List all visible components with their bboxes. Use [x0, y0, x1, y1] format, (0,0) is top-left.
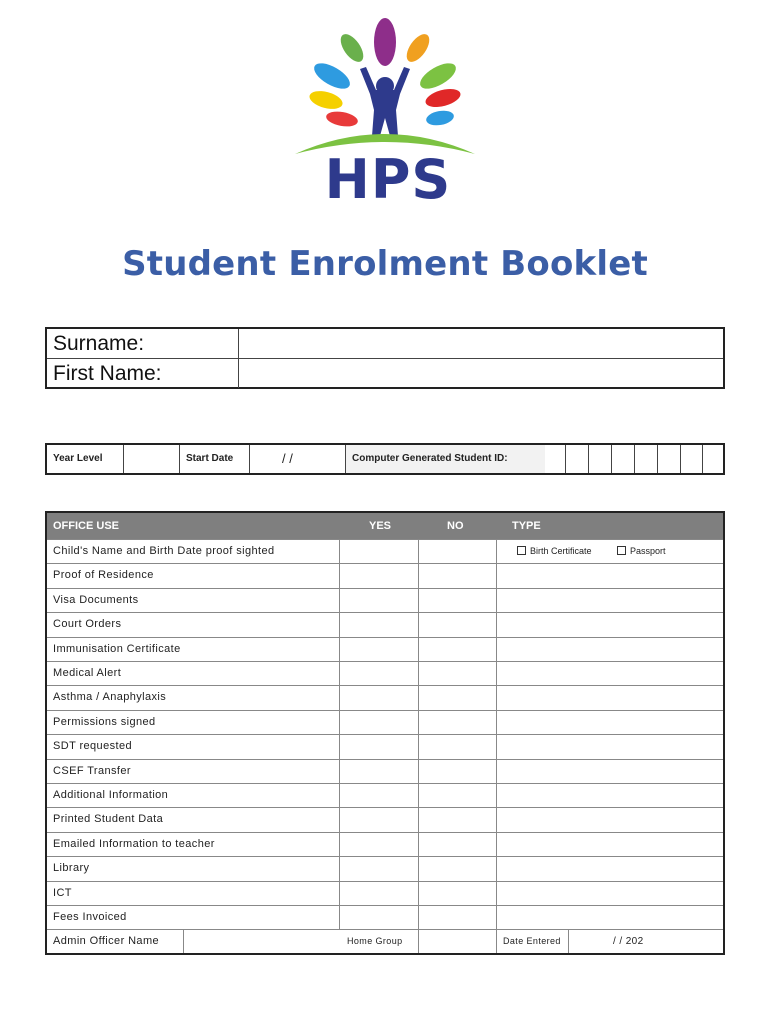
no-cell[interactable]	[419, 686, 496, 709]
first-name-label: First Name:	[47, 359, 239, 388]
office-row	[47, 881, 723, 905]
column-divider	[418, 539, 419, 953]
home-group-field[interactable]	[419, 930, 496, 953]
no-cell[interactable]	[419, 882, 496, 905]
office-row	[47, 685, 723, 709]
column-divider	[339, 539, 340, 929]
yes-cell[interactable]	[340, 540, 418, 563]
yes-cell[interactable]	[340, 857, 418, 880]
office-row	[47, 856, 723, 880]
office-row-label: Court Orders	[53, 618, 122, 631]
year-start-id-row	[45, 443, 725, 475]
no-cell[interactable]	[419, 613, 496, 636]
yes-cell[interactable]	[340, 882, 418, 905]
office-row-label: Fees Invoiced	[53, 911, 127, 923]
surname-row	[47, 329, 723, 359]
student-id-box[interactable]	[588, 445, 611, 473]
type-checkbox[interactable]	[517, 546, 526, 555]
office-row-label: Immunisation Certificate	[53, 642, 181, 655]
office-row-label: Asthma / Anaphylaxis	[53, 691, 167, 704]
first-name-row	[47, 359, 723, 388]
office-row-label: CSEF Transfer	[53, 764, 131, 777]
office-row-label: Visa Documents	[53, 593, 139, 606]
student-id-box[interactable]	[702, 445, 723, 473]
office-row	[47, 539, 723, 563]
type-checkbox[interactable]	[617, 546, 626, 555]
office-row	[47, 661, 723, 685]
yes-cell[interactable]	[340, 906, 418, 929]
yes-header: YES	[369, 520, 392, 532]
office-row-label: SDT requested	[53, 740, 132, 753]
year-level-field[interactable]	[124, 445, 180, 473]
no-cell[interactable]	[419, 760, 496, 783]
type-option-label: Birth Certificate	[530, 546, 592, 556]
student-id-box[interactable]	[565, 445, 588, 473]
no-cell[interactable]	[419, 662, 496, 685]
type-cell[interactable]	[497, 760, 723, 783]
no-cell[interactable]	[419, 784, 496, 807]
name-table	[45, 327, 725, 389]
type-cell[interactable]	[497, 711, 723, 734]
type-cell[interactable]	[497, 735, 723, 758]
type-cell[interactable]	[497, 686, 723, 709]
type-cell[interactable]	[497, 882, 723, 905]
yes-cell[interactable]	[340, 784, 418, 807]
type-cell[interactable]	[497, 808, 723, 831]
yes-cell[interactable]	[340, 662, 418, 685]
office-row	[47, 710, 723, 734]
office-row-label: Printed Student Data	[53, 813, 164, 826]
type-cell[interactable]	[497, 589, 723, 612]
type-cell[interactable]	[497, 613, 723, 636]
office-use-table	[45, 511, 725, 955]
type-cell[interactable]	[497, 784, 723, 807]
first-name-field[interactable]	[240, 359, 723, 388]
type-header: TYPE	[512, 520, 541, 532]
office-row-label: Proof of Residence	[53, 569, 154, 582]
no-cell[interactable]	[419, 808, 496, 831]
office-row	[47, 563, 723, 587]
office-row	[47, 905, 723, 929]
column-divider	[496, 539, 497, 953]
year-level-label: Year Level	[47, 445, 124, 473]
office-row-label: Child's Name and Birth Date proof sighted	[53, 545, 275, 557]
type-cell[interactable]	[497, 662, 723, 685]
yes-cell[interactable]	[340, 808, 418, 831]
no-header: NO	[447, 520, 464, 532]
office-use-header: OFFICE USE	[53, 520, 120, 532]
no-cell[interactable]	[419, 833, 496, 856]
type-cell[interactable]	[497, 857, 723, 880]
yes-cell[interactable]	[340, 589, 418, 612]
yes-cell[interactable]	[340, 613, 418, 636]
office-row-label: Medical Alert	[53, 667, 122, 679]
student-id-label: Computer Generated Student ID:	[346, 445, 545, 473]
date-entered-field[interactable]: / / 202	[613, 936, 644, 947]
student-id-box[interactable]	[657, 445, 680, 473]
logo-text: HPS	[324, 148, 452, 211]
home-group-label: Home Group	[347, 936, 403, 946]
yes-cell[interactable]	[340, 638, 418, 661]
office-row	[47, 637, 723, 661]
office-row-label: ICT	[53, 886, 72, 899]
office-row	[47, 612, 723, 636]
no-cell[interactable]	[419, 589, 496, 612]
start-date-label: Start Date	[180, 445, 250, 473]
office-row	[47, 783, 723, 807]
footer-divider	[568, 930, 569, 953]
yes-cell[interactable]	[340, 760, 418, 783]
type-cell[interactable]	[497, 564, 723, 587]
yes-cell[interactable]	[340, 711, 418, 734]
yes-cell[interactable]	[340, 833, 418, 856]
office-table-header	[47, 513, 723, 539]
type-cell[interactable]	[497, 833, 723, 856]
yes-cell[interactable]	[340, 686, 418, 709]
no-cell[interactable]	[419, 906, 496, 929]
date-entered-label: Date Entered	[503, 936, 561, 946]
no-cell[interactable]	[419, 638, 496, 661]
office-row-label: Library	[53, 862, 90, 875]
student-id-box[interactable]	[611, 445, 634, 473]
surname-field[interactable]	[240, 329, 723, 358]
no-cell[interactable]	[419, 564, 496, 587]
start-date-field[interactable]: / /	[250, 445, 346, 473]
office-row	[47, 832, 723, 856]
yes-cell[interactable]	[340, 564, 418, 587]
type-cell[interactable]	[497, 638, 723, 661]
student-id-box[interactable]	[680, 445, 702, 473]
type-option-label: Passport	[630, 546, 666, 556]
page-title: Student Enrolment Booklet	[122, 244, 648, 284]
office-row-label: Emailed Information to teacher	[53, 837, 215, 850]
office-row	[47, 759, 723, 783]
no-cell[interactable]	[419, 857, 496, 880]
office-row-label: Permissions signed	[53, 715, 156, 728]
admin-footer-row	[47, 929, 723, 953]
no-cell[interactable]	[419, 711, 496, 734]
no-cell[interactable]	[419, 735, 496, 758]
type-cell[interactable]	[497, 906, 723, 929]
admin-officer-field[interactable]	[183, 930, 340, 953]
surname-label: Surname:	[47, 329, 239, 358]
student-id-box[interactable]	[634, 445, 657, 473]
office-row	[47, 588, 723, 612]
office-row	[47, 807, 723, 831]
yes-cell[interactable]	[340, 735, 418, 758]
no-cell[interactable]	[419, 540, 496, 563]
office-row-label: Additional Information	[53, 789, 169, 801]
admin-officer-label: Admin Officer Name	[53, 935, 160, 947]
office-row	[47, 734, 723, 758]
